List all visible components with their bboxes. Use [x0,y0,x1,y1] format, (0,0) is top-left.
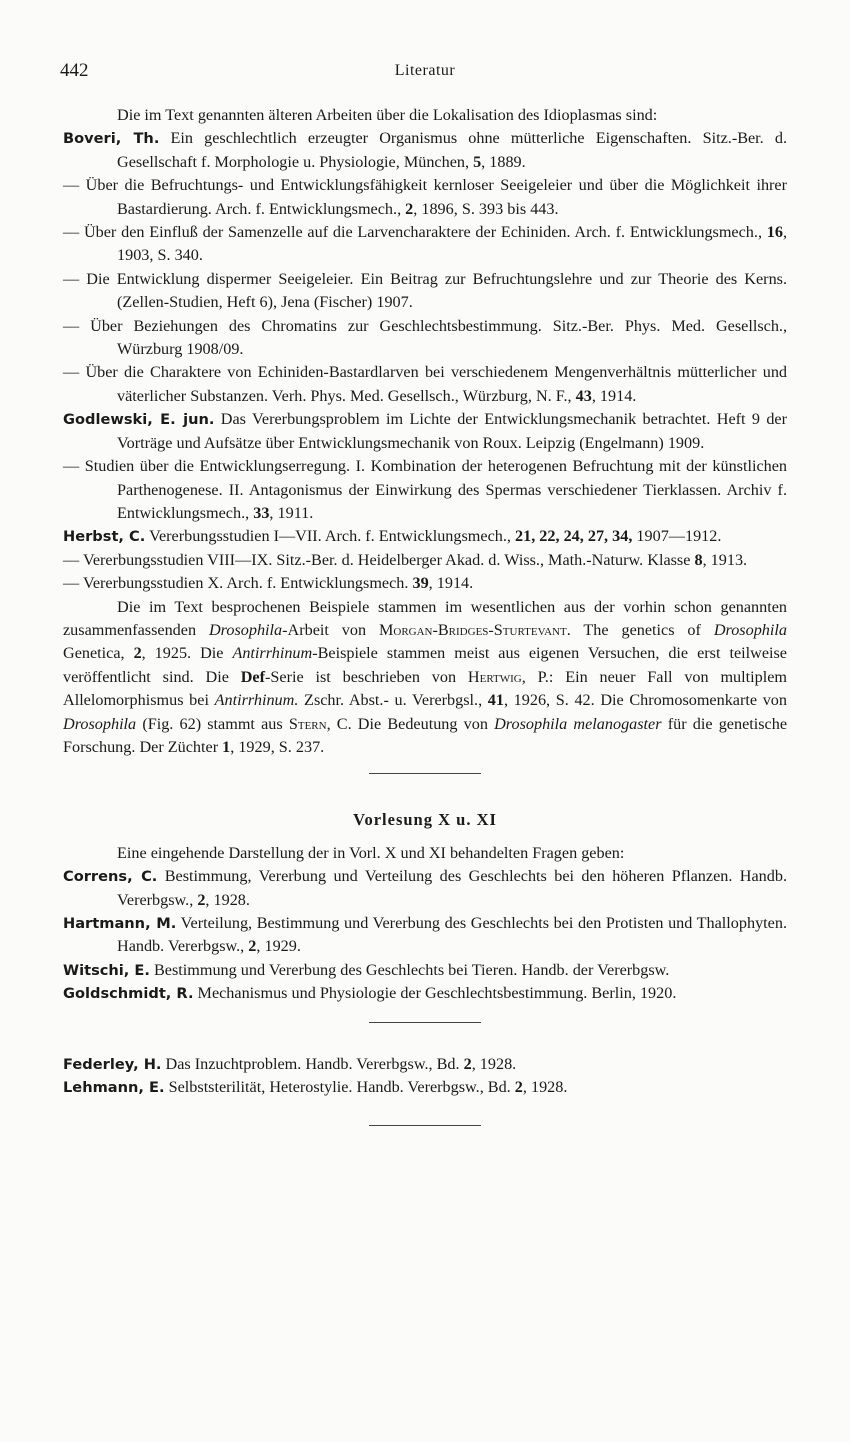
reference-text: Über die Befruchtungs- und Entwicklungsfähigkeit kernloser Seeigeleier und über die Möglichkeit ihrer Bastardierung. Arch. f. Entwicklungsmech., [85,176,787,218]
reference-list-1 [63,127,787,595]
reference-text: 1907—1912. [632,527,722,546]
section-heading: Vorlesung X u. XI [353,810,497,830]
reference-volume: 2 [514,1078,523,1097]
reference-author: — [63,363,80,382]
reference-entry [63,174,787,221]
section-intro: Eine eingehende Darstellung der in Vorl. X und XI behandelten Fragen geben: [117,843,625,862]
reference-author: — [63,316,80,335]
reference-entry [63,455,787,525]
reference-text: Bestimmung und Vererbung des Geschlechts bei Tieren. Handb. der Vererbgsw. [154,960,670,979]
reference-entry [63,268,787,315]
reference-list-3 [63,1053,787,1100]
reference-text: , 1914. [428,574,474,593]
reference-volume: 39 [412,574,429,593]
reference-text: Das Inzuchtproblem. Handb. Vererbgsw., Bd. [165,1054,464,1073]
reference-author: Godlewski, E. jun. [63,411,215,429]
reference-text: , 1896, S. 393 bis 443. [413,199,559,218]
reference-text: Über Beziehungen des Chromatins zur Geschlechtsbestimmung. Sitz.-Ber. Phys. Med. Gesellsch., Würzburg 1908/09. [90,316,788,359]
reference-entry [63,1053,787,1076]
reference-list-2 [63,865,787,1005]
reference-text: , 1889. [481,152,526,171]
reference-entry [63,315,787,362]
reference-author: Federley, H. [63,1055,162,1073]
reference-entry [63,959,787,982]
reference-text: Vererbungsstudien X. Arch. f. Entwicklungsmech. [82,574,413,593]
reference-text: Studien über die Entwicklungserregung. I. Kombination der heterogenen Befruchtung mit der künstlichen Parthenogenese. II. Antagonismus der Einwirkung des Spermas verschiedener Tierklassen. Archiv f. Entwicklungsmech., [84,457,788,522]
reference-author: — [63,176,80,195]
reference-entry [63,865,787,912]
reference-text: Die Entwicklung dispermer Seeigeleier. Ein Beitrag zur Befruchtungslehre und zur Theorie des Kerns. (Zellen-Studien, Heft 6), Jena (Fischer) 1907. [86,269,788,312]
reference-author: Witschi, E. [63,961,150,979]
reference-text: Über den Einfluß der Samenzelle auf die Larvencharaktere der Echiniden. Arch. f. Entwicklungsmech., [83,223,767,242]
reference-author: — [63,457,80,476]
reference-volume: 2 [197,890,206,909]
reference-text: Selbststerilität, Heterostylie. Handb. Vererbgsw., Bd. [168,1078,515,1097]
reference-entry [63,549,787,572]
reference-author: — [63,223,80,242]
reference-text: Vererbungsstudien I—VII. Arch. f. Entwicklungsmech., [149,527,515,546]
reference-author: Boveri, Th. [63,130,160,148]
reference-text: Vererbungsstudien VIII—IX. Sitz.-Ber. d. Heidelberger Akad. d. Wiss., Math.-Naturw. Klasse [82,550,695,569]
reference-author: Goldschmidt, R. [63,985,194,1003]
reference-entry [63,982,787,1005]
page-body [63,104,787,1126]
reference-entry [63,572,787,595]
reference-text: , 1928. [471,1054,517,1073]
reference-volume: 21, 22, 24, 27, 34, [515,527,633,546]
reference-volume: 2 [463,1054,472,1073]
reference-author: — [63,574,80,593]
reference-author: Lehmann, E. [63,1079,165,1097]
reference-volume: 2 [405,199,414,218]
reference-volume: 5 [473,152,482,171]
reference-author: — [63,550,80,569]
reference-entry [63,127,787,174]
reference-text: , 1928. [522,1078,568,1097]
reference-entry [63,361,787,408]
reference-text: Über die Charaktere von Echiniden-Bastardlarven bei verschiedenem Mengenverhältnis mütterlicher und väterlicher Substanzen. Verh. Phys. Med. Gesellsch., Würzburg, N. F., [85,363,788,405]
reference-author: — [63,269,80,288]
reference-volume: 8 [694,550,703,569]
reference-text: , 1911. [269,503,314,522]
reference-volume: 2 [248,937,257,956]
reference-text: , 1913. [702,550,748,569]
reference-author: Herbst, C. [63,528,146,546]
reference-text: Bestimmung, Vererbung und Verteilung des Geschlechts bei den höheren Pflanzen. Handb. Vererbgsw., [117,867,788,909]
section-divider [369,1125,481,1126]
examples-paragraph: Die im Text besprochenen Beispiele stammen im wesentlichen aus der vorhin schon genannten zusammenfassenden Drosophila-Arbeit von Morgan-Bridges-Sturtevant. The genetics of Drosophila Genetica, 2, 1925. Die Antirrhinum-Beispiele stammen meist aus eigenen Versuchen, die erst teilweise veröffentlicht sind. Die Def-Serie ist beschrieben von Hertwig, P.: Ein neuer Fall von multiplem Allelomorphismus bei Antirrhinum. Zschr. Abst.- u. Vererbgsl., 41, 1926, S. 42. Die Chromosomenkarte von Drosophila (Fig. 62) stammt aus Stern, C. Die Bedeutung von Drosophila melanogaster für die genetische Forschung. Der Züchter 1, 1929, S. 237. [63,597,788,756]
reference-entry [63,408,787,455]
reference-text: Verteilung, Bestimmung und Vererbung des Geschlechts bei den Protisten und Thallophyten. Handb. Vererbgsw., [117,914,788,956]
reference-author: Hartmann, M. [63,915,177,932]
reference-volume: 33 [253,503,270,522]
reference-volume: 16 [766,223,783,242]
reference-entry [63,221,787,268]
section-divider [369,1022,481,1023]
reference-entry [63,1076,787,1099]
reference-text: , 1914. [591,386,637,405]
page-number: 442 [60,60,89,81]
reference-text: Das Vererbungsproblem im Lichte der Entwicklungsmechanik betrachtet. Heft 9 der Vorträge und Aufsätze über Entwicklungsmechanik von Roux. Leipzig (Engelmann) 1909. [117,410,788,452]
reference-author: Correns, C. [63,868,158,886]
reference-text: , 1928. [205,890,250,909]
reference-text: , 1929. [256,937,301,956]
reference-text: Mechanismus und Physiologie der Geschlechtsbestimmung. Berlin, 1920. [197,984,677,1003]
reference-entry [63,912,787,959]
reference-volume: 43 [575,386,592,405]
intro-paragraph: Die im Text genannten älteren Arbeiten über die Lokalisation des Idioplasmas sind: [117,106,658,124]
reference-entry [63,525,787,548]
reference-text: , 1903, S. 340. [117,223,787,265]
reference-text: Ein geschlechtlich erzeugter Organismus ohne mütterliche Eigenschaften. Sitz.-Ber. d. Gesellschaft f. Morphologie u. Physiologie, München, [117,129,788,171]
section-divider [369,773,481,774]
running-head: Literatur [394,62,456,79]
